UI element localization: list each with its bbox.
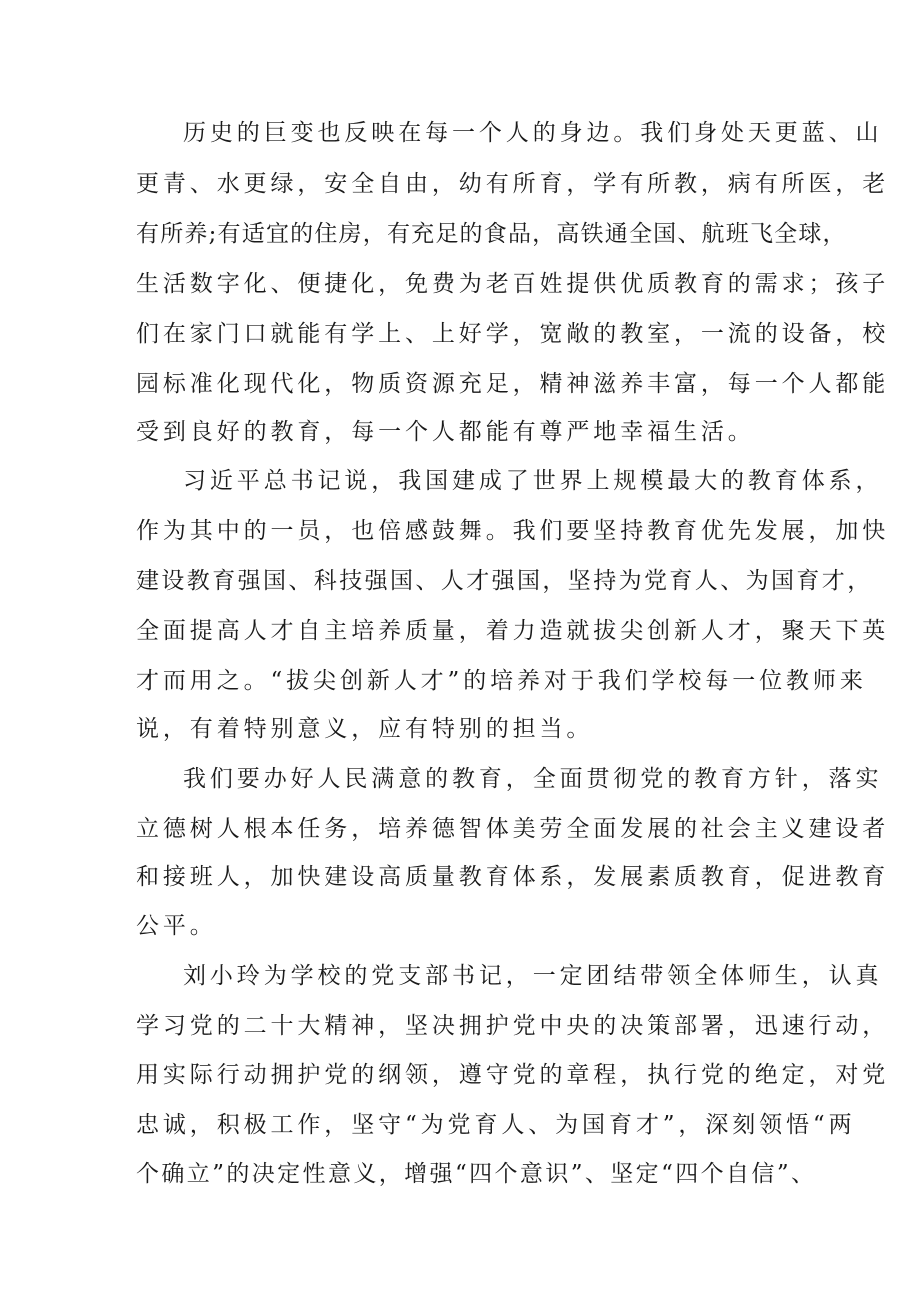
paragraph-1-line-4: 生活数字化、便捷化，免费为老百姓提供优质教育的需求；孩子 [136,271,890,297]
paragraph-4-line-2: 学习党的二十大精神，坚决拥护党中央的决策部署，迅速行动， [136,1013,890,1039]
paragraph-1-line-5: 们在家门口就能有学上、上好学，宽敞的教室，一流的设备，校 [136,321,890,347]
paragraph-3-line-1: 我们要办好人民满意的教育，全面贯彻党的教育方针，落实 [183,766,883,792]
paragraph-4-line-1: 刘小玲为学校的党支部书记，一定团结带领全体师生，认真 [183,963,883,989]
paragraph-4-line-5: 个确立”的决定性意义，增强“四个意识”、坚定“四个自信”、 [136,1161,817,1187]
paragraph-3-line-2: 立德树人根本任务，培养德智体美劳全面发展的社会主义建设者 [136,816,890,842]
paragraph-2-line-1: 习近平总书记说，我国建成了世界上规模最大的教育体系， [183,468,883,494]
paragraph-2-line-6: 说，有着特别意义，应有特别的担当。 [136,716,594,742]
paragraph-4-line-4: 忠诚，积极工作，坚守“为党育人、为国育才”，深刻领悟“两 [136,1112,856,1138]
paragraph-3-line-3: 和接班人，加快建设高质量教育体系，发展素质教育，促进教育 [136,864,890,890]
paragraph-4-line-3: 用实际行动拥护党的纲领，遵守党的章程，执行党的绝定，对党 [136,1062,890,1088]
paragraph-2-line-2: 作为其中的一员，也倍感鼓舞。我们要坚持教育优先发展，加快 [136,518,890,544]
paragraph-1-line-1: 历史的巨变也反映在每一个人的身边。我们身处天更蓝、山 [183,120,883,146]
paragraph-2-line-4: 全面提高人才自主培养质量，着力造就拔尖创新人才，聚天下英 [136,618,890,644]
paragraph-1-line-7: 受到良好的教育，每一个人都能有尊严地幸福生活。 [136,419,755,445]
paragraph-1-line-6: 园标准化现代化，物质资源充足，精神滋养丰富，每一个人都能 [136,371,890,397]
paragraph-2-line-3: 建设教育强国、科技强国、人才强国，坚持为党育人、为国育才， [136,568,873,594]
paragraph-1-line-3: 有所养;有适宜的住房，有充足的食品，高铁通全国、航班飞全球， [136,221,847,247]
paragraph-2-line-5: 才而用之。“拔尖创新人才”的培养对于我们学校每一位教师来 [136,668,867,694]
paragraph-3-line-4: 公平。 [136,913,217,939]
paragraph-1-line-2: 更青、水更绿，安全自由，幼有所育，学有所教，病有所医，老 [136,171,890,197]
